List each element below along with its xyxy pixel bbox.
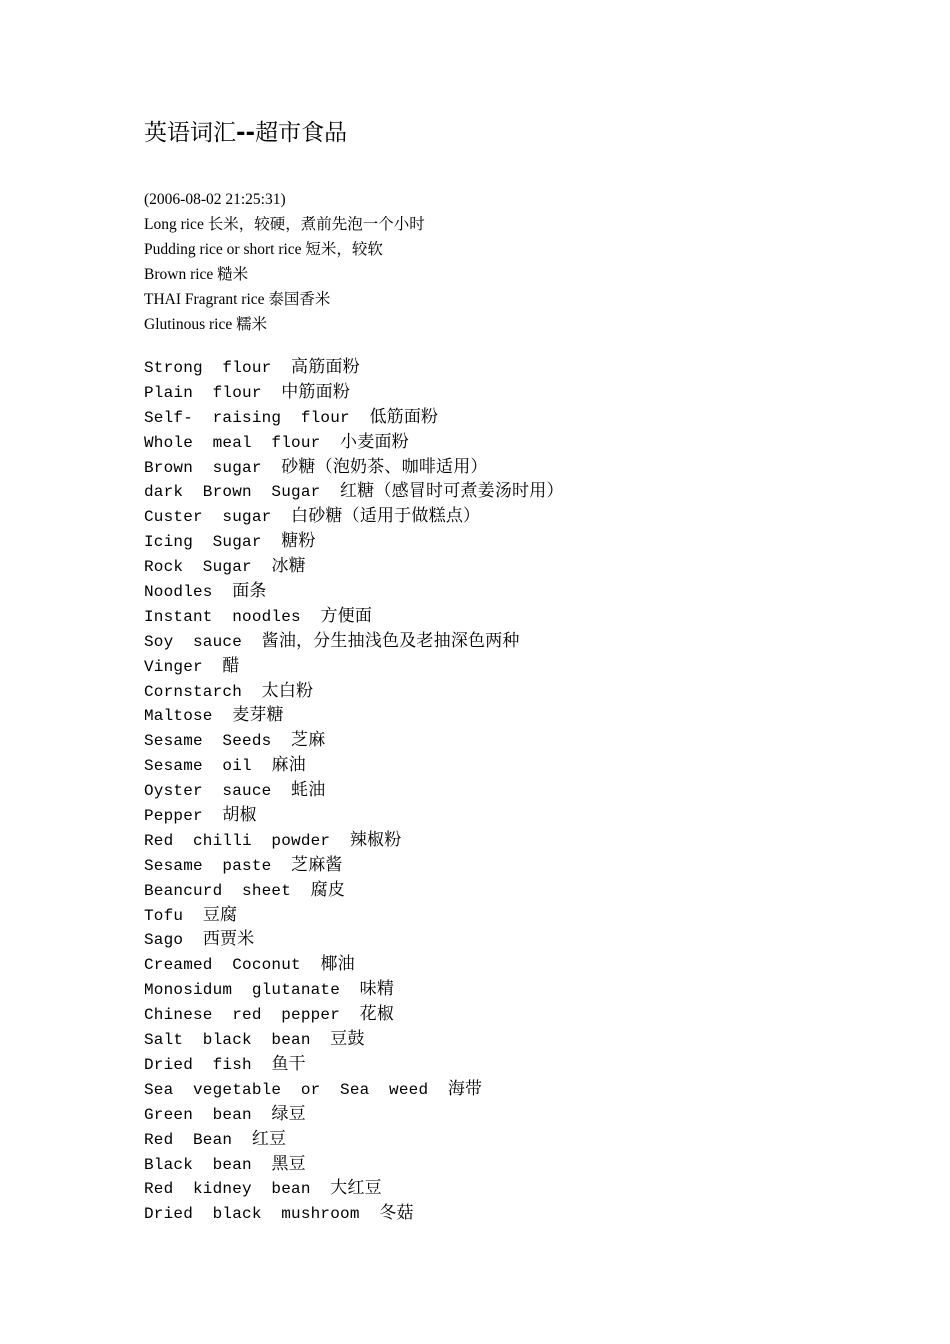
- vocab-item: [144, 952, 564, 977]
- vocab-english: Instant noodles: [144, 607, 301, 626]
- vocab-item: [144, 1201, 564, 1226]
- vocab-gap: [252, 1156, 272, 1174]
- vocab-english: Vinger: [144, 657, 203, 676]
- vocab-item: [144, 554, 564, 579]
- vocab-english: Sesame oil: [144, 757, 252, 776]
- vocab-chinese: 中筋面粉: [281, 381, 351, 402]
- intro-line: THAI Fragrant rice 泰国香米: [144, 291, 331, 308]
- vocab-english: Sago: [144, 931, 184, 950]
- vocab-item: [144, 753, 564, 778]
- vocab-gap: [271, 857, 291, 875]
- vocab-item: [144, 504, 564, 529]
- vocab-chinese: 芝麻: [291, 730, 326, 751]
- vocab-item: [144, 1176, 564, 1201]
- vocab-english: Red Bean: [144, 1130, 233, 1149]
- vocab-chinese: 味精: [359, 979, 395, 1000]
- vocab-english: Strong flour: [144, 359, 272, 377]
- vocab-gap: [242, 633, 262, 651]
- vocab-english: Beancurd sheet: [144, 881, 292, 900]
- vocab-chinese: 胡椒: [222, 805, 257, 826]
- vocab-item: [144, 355, 564, 380]
- vocab-gap: [301, 956, 321, 974]
- vocab-item: [144, 1102, 564, 1127]
- vocab-gap: [271, 359, 291, 377]
- vocab-english: Self- raising flour: [144, 408, 350, 427]
- vocab-english: Tofu: [144, 906, 184, 925]
- vocab-item: [144, 479, 564, 504]
- vocab-chinese: 大红豆: [330, 1178, 382, 1199]
- vocab-chinese: 方便面: [320, 605, 373, 626]
- intro-line: Long rice 长米，较硬，煮前先泡一个小时: [144, 216, 425, 233]
- vocab-gap: [252, 1056, 272, 1074]
- vocab-item: [144, 853, 564, 878]
- vocab-gap: [242, 683, 262, 701]
- vocab-gap: [428, 1081, 448, 1099]
- vocab-gap: [301, 608, 321, 626]
- vocab-english: Noodles: [144, 583, 213, 602]
- vocab-chinese: 鱼干: [271, 1053, 306, 1074]
- vocab-gap: [262, 459, 282, 477]
- vocab-gap: [360, 1205, 380, 1223]
- vocab-chinese: 椰油: [320, 954, 355, 975]
- vocab-item: [144, 455, 564, 480]
- vocab-gap: [203, 658, 223, 676]
- vocab-item: [144, 380, 564, 405]
- vocab-gap: [252, 558, 272, 576]
- vocab-english: Dried black mushroom: [144, 1205, 360, 1224]
- vocab-gap: [271, 782, 291, 800]
- vocab-item: [144, 927, 564, 952]
- intro-line: Pudding rice or short rice 短米，较软: [144, 241, 383, 258]
- vocab-chinese: 芝麻酱: [291, 854, 343, 875]
- vocab-english: Soy sauce: [144, 632, 243, 651]
- vocab-english: Brown sugar: [144, 458, 262, 477]
- vocab-gap: [203, 807, 223, 825]
- vocab-item: [144, 654, 564, 679]
- vocab-chinese: 豆腐: [202, 904, 238, 925]
- vocab-item: [144, 579, 564, 604]
- vocab-item: [144, 803, 564, 828]
- vocab-gap: [330, 832, 350, 850]
- vocab-item: [144, 903, 564, 928]
- vocab-item: [144, 878, 564, 903]
- vocab-chinese: 糖粉: [281, 531, 316, 552]
- vocab-chinese: 冰糖: [271, 556, 306, 577]
- vocab-chinese: 麦芽糖: [232, 705, 284, 726]
- intro-line: Brown rice 糙米: [144, 266, 249, 283]
- vocab-item: [144, 1052, 564, 1077]
- vocab-english: Whole meal flour: [144, 433, 321, 452]
- vocab-english: Custer sugar: [144, 508, 272, 527]
- vocab-english: Green bean: [144, 1105, 252, 1124]
- vocab-item: [144, 604, 564, 629]
- vocab-item: [144, 529, 564, 554]
- vocab-gap: [311, 1031, 331, 1049]
- vocab-item: [144, 629, 564, 654]
- vocab-chinese: 太白粉: [261, 680, 314, 701]
- document-title: [144, 114, 347, 147]
- vocab-chinese: 腐皮: [310, 879, 346, 900]
- vocab-list: [144, 355, 564, 1226]
- vocab-chinese: 低筋面粉: [369, 406, 439, 427]
- vocab-gap: [291, 882, 311, 900]
- vocab-item: [144, 1077, 564, 1102]
- timestamp: (2006-08-02 21:25:31): [144, 191, 286, 208]
- vocab-item: [144, 1027, 564, 1052]
- vocab-chinese: 酱油，分生抽浅色及老抽深色两种: [261, 630, 520, 651]
- vocab-chinese: 黑豆: [271, 1153, 306, 1174]
- vocab-chinese: 花椒: [359, 1004, 395, 1025]
- vocab-english: Oyster sauce: [144, 782, 272, 801]
- vocab-chinese: 小麦面粉: [340, 431, 409, 452]
- vocab-item: [144, 679, 564, 704]
- vocab-gap: [271, 732, 291, 750]
- vocab-gap: [271, 508, 291, 526]
- vocab-english: Icing Sugar: [144, 533, 262, 552]
- vocab-gap: [252, 757, 272, 775]
- vocab-gap: [320, 434, 340, 452]
- vocab-gap: [183, 907, 203, 925]
- vocab-chinese: 海带: [447, 1078, 483, 1099]
- vocab-english: Salt black bean: [144, 1031, 311, 1050]
- vocab-item: [144, 430, 564, 455]
- vocab-english: dark Brown Sugar: [144, 483, 321, 502]
- vocab-chinese: 辣椒粉: [349, 829, 402, 850]
- intro-section: [144, 187, 425, 337]
- vocab-gap: [311, 1180, 331, 1198]
- vocab-item: [144, 728, 564, 753]
- vocab-item: [144, 703, 564, 728]
- vocab-gap: [232, 1131, 252, 1149]
- vocab-english: Cornstarch: [144, 682, 243, 701]
- vocab-chinese: 麻油: [271, 755, 306, 776]
- vocab-english: Creamed Coconut: [144, 956, 301, 975]
- vocab-gap: [350, 409, 370, 427]
- title-suffix: 超市食品: [255, 120, 348, 146]
- vocab-gap: [213, 583, 233, 601]
- vocab-english: Red chilli powder: [144, 831, 331, 850]
- vocab-chinese: 冬菇: [379, 1203, 414, 1224]
- vocab-gap: [320, 483, 340, 501]
- title-prefix: 英语词汇: [144, 120, 236, 146]
- vocab-item: [144, 1152, 564, 1177]
- vocab-english: Sea vegetable or Sea weed: [144, 1080, 429, 1099]
- vocab-english: Pepper: [144, 807, 203, 826]
- vocab-english: Sesame Seeds: [144, 732, 272, 751]
- vocab-english: Dried fish: [144, 1055, 252, 1074]
- vocab-gap: [262, 533, 282, 551]
- vocab-english: Sesame paste: [144, 856, 272, 875]
- vocab-english: Chinese red pepper: [144, 1006, 341, 1025]
- vocab-item: [144, 1002, 564, 1027]
- vocab-gap: [262, 384, 282, 402]
- vocab-chinese: 蚝油: [291, 780, 326, 801]
- vocab-chinese: 醋: [222, 655, 240, 676]
- title-dash: --: [236, 120, 256, 146]
- vocab-chinese: 西贾米: [202, 929, 255, 950]
- intro-line: Glutinous rice 糯米: [144, 316, 268, 333]
- vocab-item: [144, 1127, 564, 1152]
- vocab-item: [144, 405, 564, 430]
- vocab-gap: [213, 707, 233, 725]
- vocab-chinese: 豆鼓: [330, 1029, 365, 1050]
- vocab-chinese: 红豆: [251, 1128, 287, 1149]
- vocab-chinese: 白砂糖（适用于做糕点）: [291, 506, 481, 527]
- vocab-gap: [340, 1006, 360, 1024]
- vocab-item: [144, 977, 564, 1002]
- vocab-chinese: 绿豆: [271, 1103, 306, 1124]
- vocab-item: [144, 778, 564, 803]
- vocab-gap: [183, 931, 203, 949]
- vocab-gap: [252, 1106, 272, 1124]
- vocab-english: Monosidum glutanate: [144, 981, 341, 1000]
- vocab-chinese: 红糖（感冒时可煮姜汤时用）: [340, 481, 564, 502]
- vocab-chinese: 高筋面粉: [291, 357, 360, 377]
- vocab-item: [144, 828, 564, 853]
- vocab-english: Red kidney bean: [144, 1180, 311, 1199]
- vocab-chinese: 砂糖（泡奶茶、咖啡适用）: [281, 456, 488, 477]
- vocab-english: Black bean: [144, 1155, 252, 1174]
- vocab-english: Rock Sugar: [144, 558, 252, 577]
- vocab-english: Maltose: [144, 707, 213, 726]
- vocab-chinese: 面条: [232, 581, 267, 602]
- vocab-english: Plain flour: [144, 383, 262, 402]
- vocab-gap: [340, 981, 360, 999]
